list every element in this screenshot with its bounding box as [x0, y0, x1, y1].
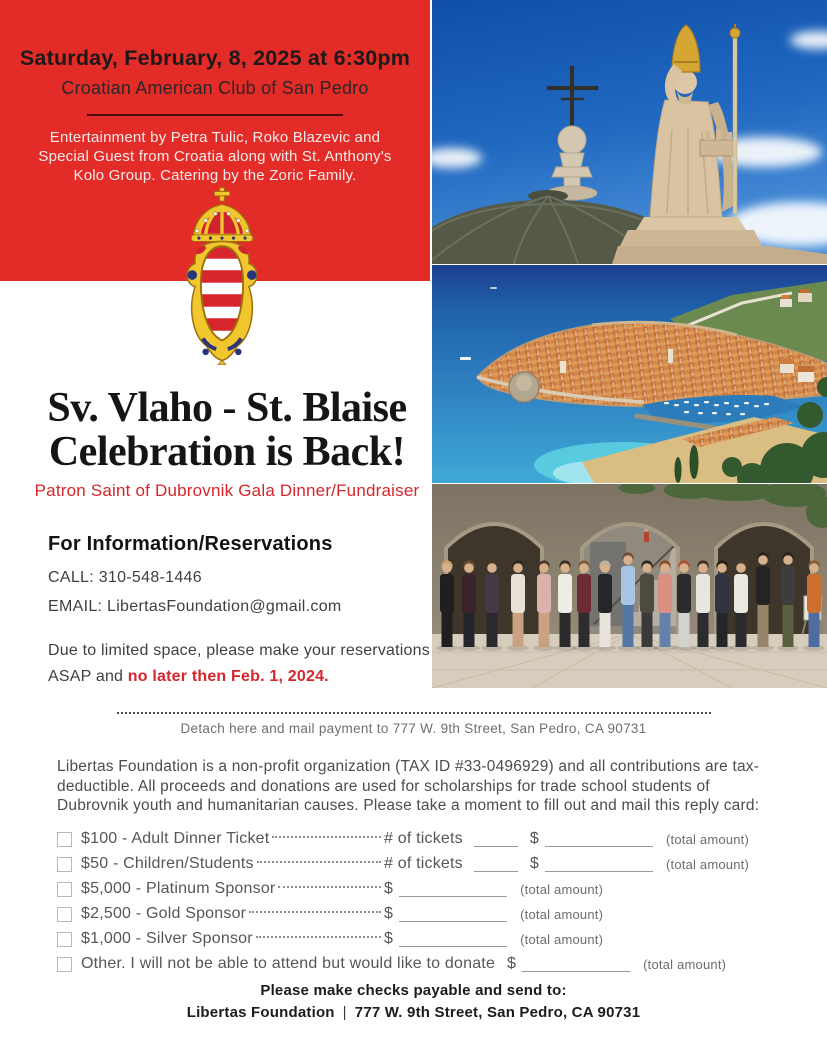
dollar-sign: $	[384, 905, 394, 922]
info-section	[48, 533, 440, 690]
reply-option-row	[57, 877, 769, 902]
dollar-sign: $	[384, 930, 394, 947]
dollar-sign: $	[529, 855, 539, 872]
page-subtitle: Patron Saint of Dubrovnik Gala Dinner/Fundraiser	[34, 481, 420, 500]
reply-option-row	[57, 927, 769, 952]
statue-photo	[432, 0, 827, 264]
dotted-leader	[278, 886, 381, 888]
amount-field[interactable]	[545, 832, 653, 847]
reply-option-row	[57, 827, 769, 852]
reply-card	[57, 757, 769, 977]
dollar-sign: $	[529, 830, 539, 847]
reply-options	[57, 827, 769, 977]
people-group	[436, 552, 825, 651]
footer	[0, 982, 827, 1021]
reply-option-row	[57, 902, 769, 927]
perforation-line	[117, 712, 711, 714]
tickets-label: # of tickets	[384, 830, 463, 847]
option-checkbox[interactable]	[57, 857, 72, 872]
total-amount-label: (total amount)	[666, 831, 750, 847]
option-checkbox[interactable]	[57, 957, 72, 972]
email-line: EMAIL: LibertasFoundation@gmail.com	[48, 598, 342, 615]
reply-option-row	[57, 952, 769, 977]
info-heading: For Information/Reservations	[48, 533, 333, 555]
total-amount-label: (total amount)	[643, 956, 727, 972]
total-amount-label: (total amount)	[520, 881, 604, 897]
tickets-count-field[interactable]	[474, 832, 518, 847]
crest-graphic	[174, 186, 270, 366]
statue-photo-graphic	[432, 0, 827, 264]
option-label: $2,500 - Gold Sponsor	[81, 905, 247, 922]
phone-line: CALL: 310-548-1446	[48, 569, 202, 586]
option-label: $50 - Children/Students	[81, 855, 254, 872]
detach-instruction: Detach here and mail payment to 777 W. 9th Street, San Pedro, CA 90731	[180, 721, 647, 736]
dubrovnik-coat-of-arms-icon	[174, 186, 270, 366]
reply-card-intro: Libertas Foundation is a non-profit organization (TAX ID #33-0496929) and all contributions are tax-deductible. All proceeds and donations are used for scholarships for trade school students of Dubrovnik youth and humanitarian causes. Please take a moment to fill out and mail this reply card:	[57, 758, 760, 814]
group-photo-graphic	[432, 484, 827, 688]
option-label: $1,000 - Silver Sponsor	[81, 930, 253, 947]
total-amount-label: (total amount)	[520, 931, 604, 947]
dotted-leader	[256, 936, 381, 938]
amount-field[interactable]	[545, 857, 653, 872]
total-amount-label: (total amount)	[666, 856, 750, 872]
tickets-label: # of tickets	[384, 855, 463, 872]
page-title: Sv. Vlaho - St. Blaise Celebration is Back!	[47, 385, 407, 475]
dollar-sign: $	[384, 880, 394, 897]
dotted-leader	[257, 861, 381, 863]
org-name: Libertas Foundation	[186, 1004, 335, 1021]
reply-option-row	[57, 852, 769, 877]
option-label: Other. I will not be able to attend but would like to donate	[81, 955, 496, 972]
checks-payable-line: Please make checks payable and send to:	[260, 982, 567, 999]
option-label: $100 - Adult Dinner Ticket	[81, 830, 270, 847]
event-date: Saturday, February, 8, 2025 at 6:30pm	[19, 46, 411, 70]
amount-field[interactable]	[522, 957, 630, 972]
title-block	[5, 386, 449, 501]
entertainment-text: Entertainment by Petra Tulic, Roko Blazevic and Special Guest from Croatia along with St. Anthony's Kolo Group. Catering by the Zoric Family.	[38, 129, 392, 184]
deadline-text: no later then Feb. 1, 2024.	[127, 668, 329, 685]
city-photo-graphic	[432, 265, 827, 483]
amount-field[interactable]	[399, 932, 507, 947]
option-checkbox[interactable]	[57, 882, 72, 897]
group-photo	[432, 484, 827, 688]
dotted-leader	[249, 911, 381, 913]
option-checkbox[interactable]	[57, 832, 72, 847]
tickets-count-field[interactable]	[474, 857, 518, 872]
amount-field[interactable]	[399, 907, 507, 922]
option-checkbox[interactable]	[57, 907, 72, 922]
dotted-leader	[272, 836, 381, 838]
dollar-sign: $	[507, 955, 517, 972]
option-checkbox[interactable]	[57, 932, 72, 947]
dubrovnik-city-photo	[432, 265, 827, 483]
reservation-notice: Due to limited space, please make your reservations ASAP and no later then Feb. 1, 2024.	[48, 642, 430, 685]
banner-divider	[87, 114, 343, 116]
mailing-address-line	[0, 1004, 827, 1021]
total-amount-label: (total amount)	[520, 906, 604, 922]
event-venue: Croatian American Club of San Pedro	[61, 78, 369, 98]
detach-section	[0, 712, 827, 736]
option-label: $5,000 - Platinum Sponsor	[81, 880, 276, 897]
amount-field[interactable]	[399, 882, 507, 897]
street-address: 777 W. 9th Street, San Pedro, CA 90731	[354, 1004, 641, 1021]
divider-bar: |	[342, 1004, 347, 1021]
